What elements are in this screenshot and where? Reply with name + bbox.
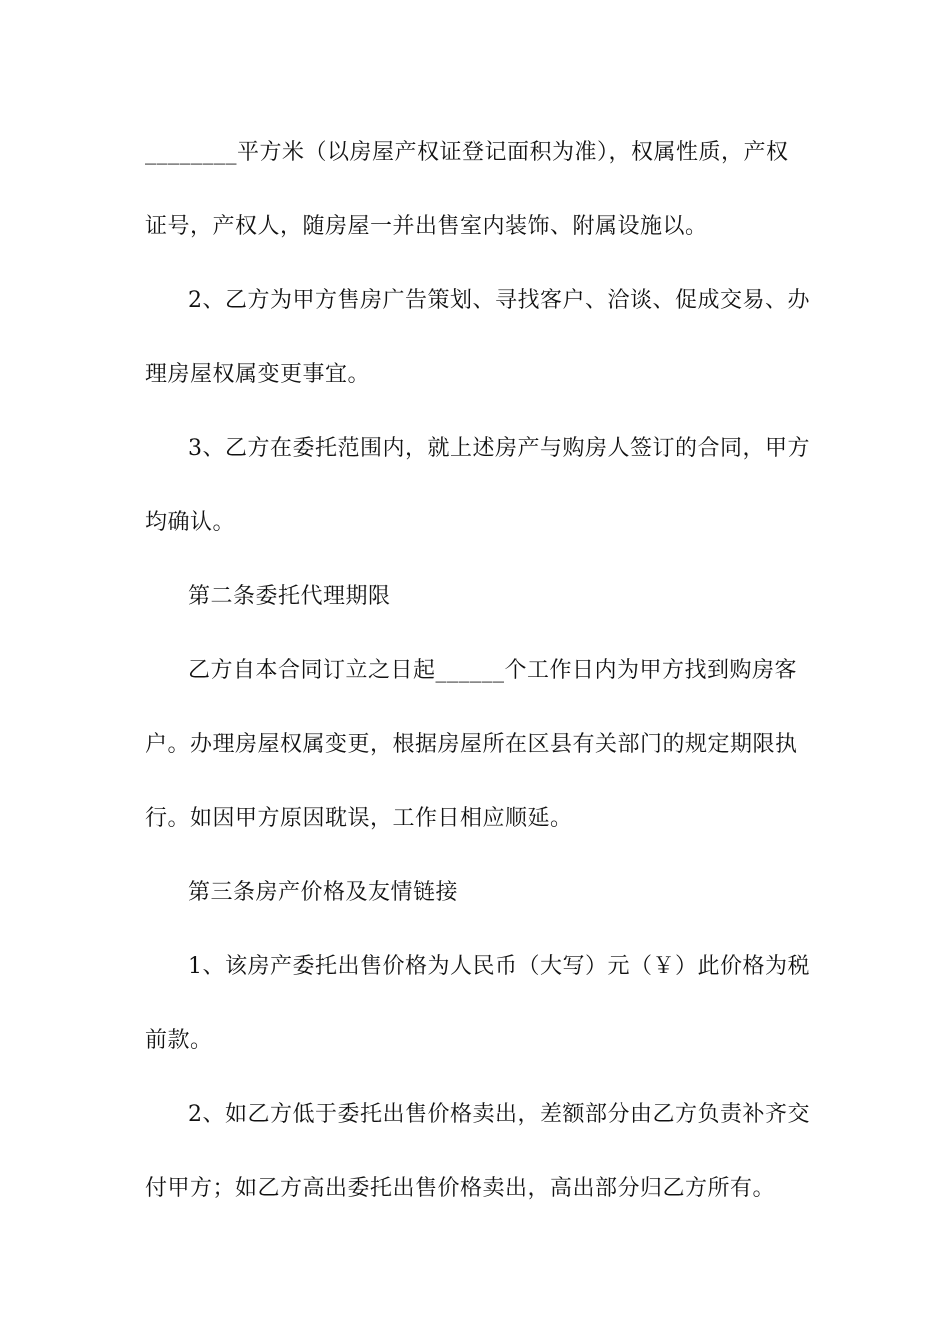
paragraph-start: 2、乙方为甲方售房广告策划、寻找客户、洽谈、促成交易、办 (188, 288, 810, 313)
text-line: 理房屋权属变更事宜。 (145, 362, 371, 387)
text-line: 证号，产权人，随房屋一并出售室内装饰、附属设施以。 (145, 214, 708, 239)
paragraph-start: 1、该房产委托出售价格为人民币（大写）元（￥）此价格为税 (188, 954, 810, 979)
text-line: 前款。 (145, 1028, 213, 1053)
paragraph-start: 乙方自本合同订立之日起______个工作日内为甲方找到购房客 (188, 658, 798, 683)
section-heading: 第二条委托代理期限 (188, 584, 391, 609)
paragraph-start: 2、如乙方低于委托出售价格卖出，差额部分由乙方负责补齐交 (188, 1102, 810, 1127)
text-line: 户。办理房屋权属变更，根据房屋所在区县有关部门的规定期限执 (145, 732, 798, 757)
text-line: 行。如因甲方原因耽误，工作日相应顺延。 (145, 806, 573, 831)
paragraph-start: 3、乙方在委托范围内，就上述房产与购房人签订的合同，甲方 (188, 436, 810, 461)
section-heading: 第三条房产价格及友情链接 (188, 880, 459, 905)
text-line: 均确认。 (145, 510, 236, 535)
text-line: ________平方米（以房屋产权证登记面积为准），权属性质，产权 (145, 140, 789, 165)
text-line: 付甲方；如乙方高出委托出售价格卖出，高出部分归乙方所有。 (145, 1176, 776, 1201)
